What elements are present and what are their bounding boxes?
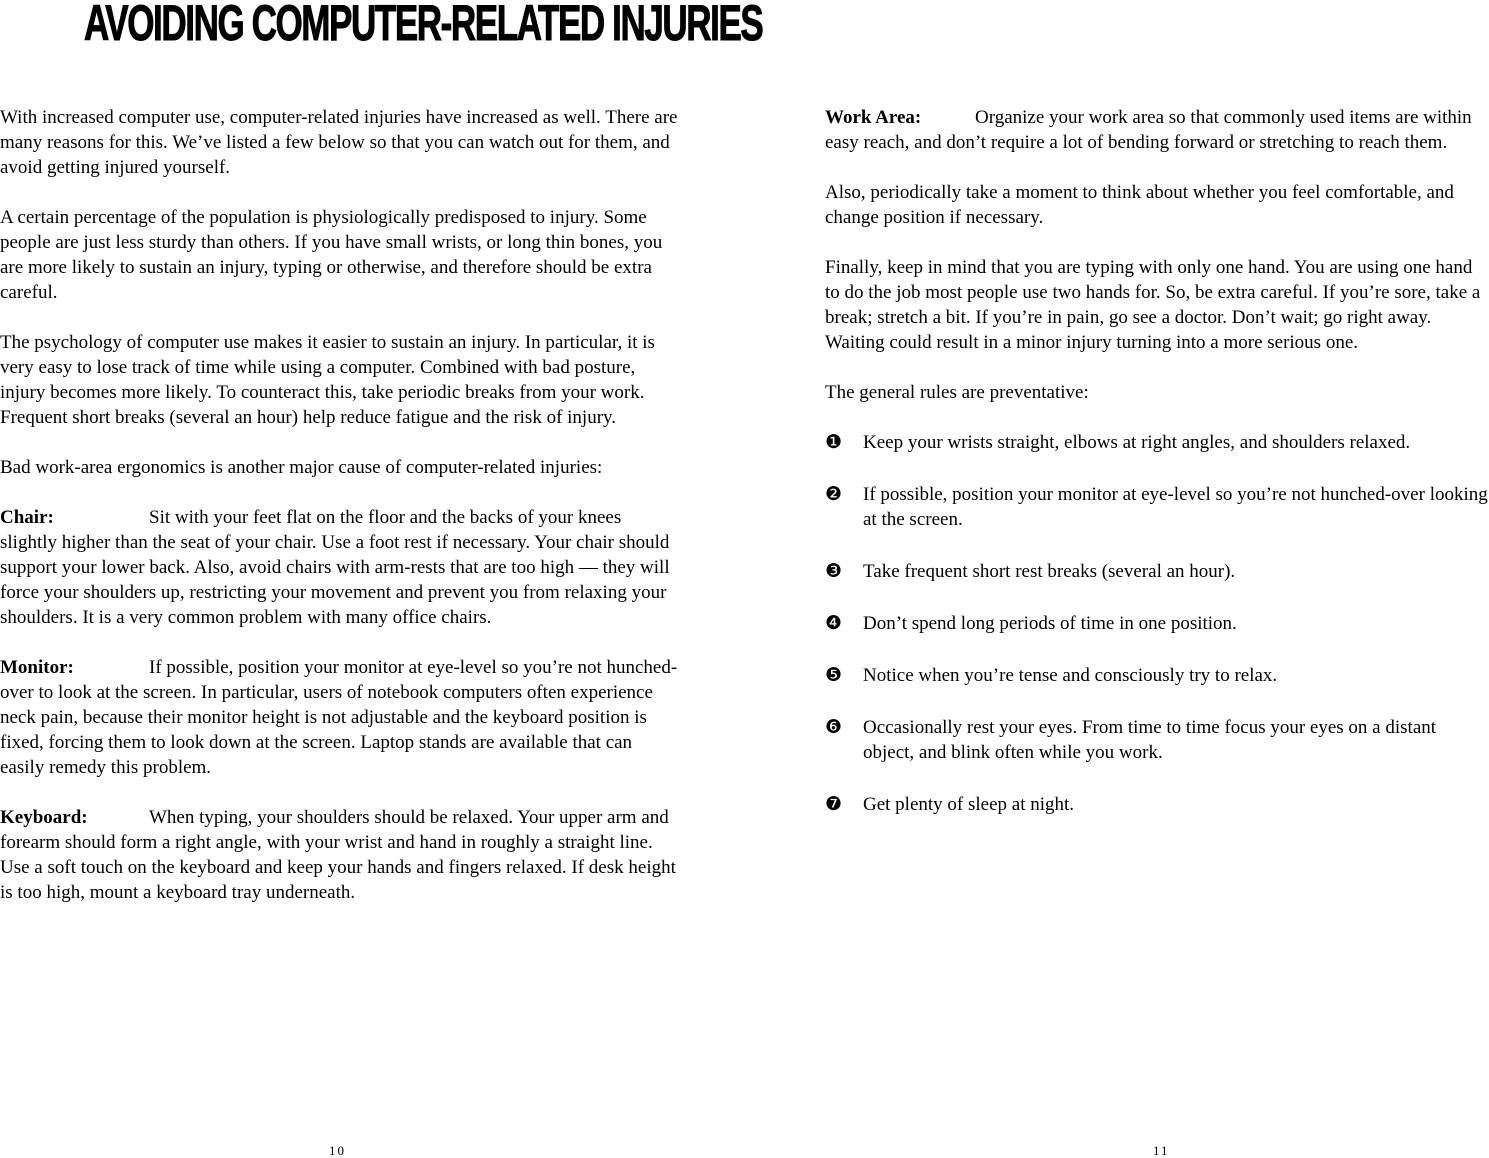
monitor-term: Monitor:: [0, 657, 74, 678]
position-paragraph: Also, periodically take a moment to think about whether you feel comfortable, and change position if necessary.: [825, 182, 1454, 228]
rule-text: Keep your wrists straight, elbows at right angles, and shoulders relaxed.: [863, 432, 1411, 453]
work-area-entry: [825, 105, 1489, 155]
page-number-right: 11: [1153, 1143, 1170, 1158]
keyboard-text: When typing, your shoulders should be relaxed. Your upper arm and forearm should form a right angle, with your wrist and hand in roughly a straight line. Use a soft touch on the keyboard and keep your hands and fingers relaxed. If desk height is too high, mount a keyboard tray underneath.: [0, 807, 676, 903]
rule-item: [825, 430, 1489, 455]
rule-number-2: ❷: [825, 483, 843, 505]
keyboard-entry: [0, 805, 680, 905]
work-area-term: Work Area:: [825, 107, 922, 128]
monitor-entry: [0, 655, 680, 780]
right-page-column: [825, 105, 1489, 844]
chair-text: Sit with your feet flat on the floor and the backs of your knees slightly higher than the seat of your chair. Use a foot rest if necessary. Your chair should support your lower back. Also, avoid chairs with arm-rests that are too high — they will force your shoulders up, restricting your movement and prevent you from relaxing your shoulders. It is a very common problem with many office chairs.: [0, 507, 670, 628]
rule-item: [825, 663, 1489, 688]
rule-text: Get plenty of sleep at night.: [863, 794, 1075, 815]
rule-text: Don’t spend long periods of time in one position.: [863, 613, 1237, 634]
rule-number-4: ❹: [825, 612, 843, 634]
page-title: AVOIDING COMPUTER-RELATED INJURIES: [84, 0, 763, 51]
rule-number-5: ❺: [825, 664, 843, 686]
page-number-left: 10: [329, 1143, 346, 1158]
psychology-paragraph: The psychology of computer use makes it easier to sustain an injury. In particular, it is very easy to lose track of time while using a computer. Combined with bad posture, injury becomes more likely. To counteract this, take periodic breaks from your work. Frequent short breaks (several an hour) help reduce fatigue and the risk of injury.: [0, 332, 655, 428]
chair-entry: [0, 505, 680, 630]
rule-item: [825, 482, 1489, 532]
keyboard-term: Keyboard:: [0, 807, 88, 828]
rule-item: [825, 715, 1489, 765]
predisposition-paragraph: A certain percentage of the population is physiologically predisposed to injury. Some people are just less sturdy than others. If you have small wrists, or long thin bones, you are more likely to sustain an injury, typing or otherwise, and therefore should be extra careful.: [0, 207, 663, 303]
intro-paragraph: With increased computer use, computer-related injuries have increased as well. There are many reasons for this. We’ve listed a few below so that you can watch out for them, and avoid getting injured yourself.: [0, 107, 678, 178]
rule-text: If possible, position your monitor at eye-level so you’re not hunched-over looking at the screen.: [863, 484, 1488, 530]
rule-text: Occasionally rest your eyes. From time to time focus your eyes on a distant object, and blink often while you work.: [863, 717, 1437, 763]
work-area-text: Organize your work area so that commonly used items are within easy reach, and don’t require a lot of bending forward or stretching to reach them.: [825, 107, 1472, 153]
rule-number-7: ❼: [825, 793, 843, 815]
rule-item: [825, 611, 1489, 636]
chair-term: Chair:: [0, 507, 54, 528]
monitor-text: If possible, position your monitor at eye-level so you’re not hunched-over to look at the screen. In particular, users of notebook computers often experience neck pain, because their monitor height is not adjustable and the keyboard position is fixed, forcing them to look down at the screen. Laptop stands are available that can easily remedy this problem.: [0, 657, 678, 778]
rules-intro: The general rules are preventative:: [825, 382, 1089, 403]
left-page-column: [0, 105, 680, 905]
rule-number-1: ❶: [825, 431, 843, 453]
one-hand-paragraph: Finally, keep in mind that you are typing with only one hand. You are using one hand to do the job most people use two hands for. So, be extra careful. If you’re sore, take a break; stretch a bit. If you’re in pain, go see a doctor. Don’t wait; go right away. Waiting could result in a minor injury turning into a more serious one.: [825, 257, 1481, 353]
rule-text: Take frequent short rest breaks (several an hour).: [863, 561, 1236, 582]
rule-text: Notice when you’re tense and consciously try to relax.: [863, 665, 1278, 686]
rule-number-6: ❻: [825, 716, 843, 738]
ergonomics-paragraph: Bad work-area ergonomics is another major cause of computer-related injuries:: [0, 457, 603, 478]
rule-item: [825, 792, 1489, 817]
rule-item: [825, 559, 1489, 584]
rule-number-3: ❸: [825, 560, 843, 582]
